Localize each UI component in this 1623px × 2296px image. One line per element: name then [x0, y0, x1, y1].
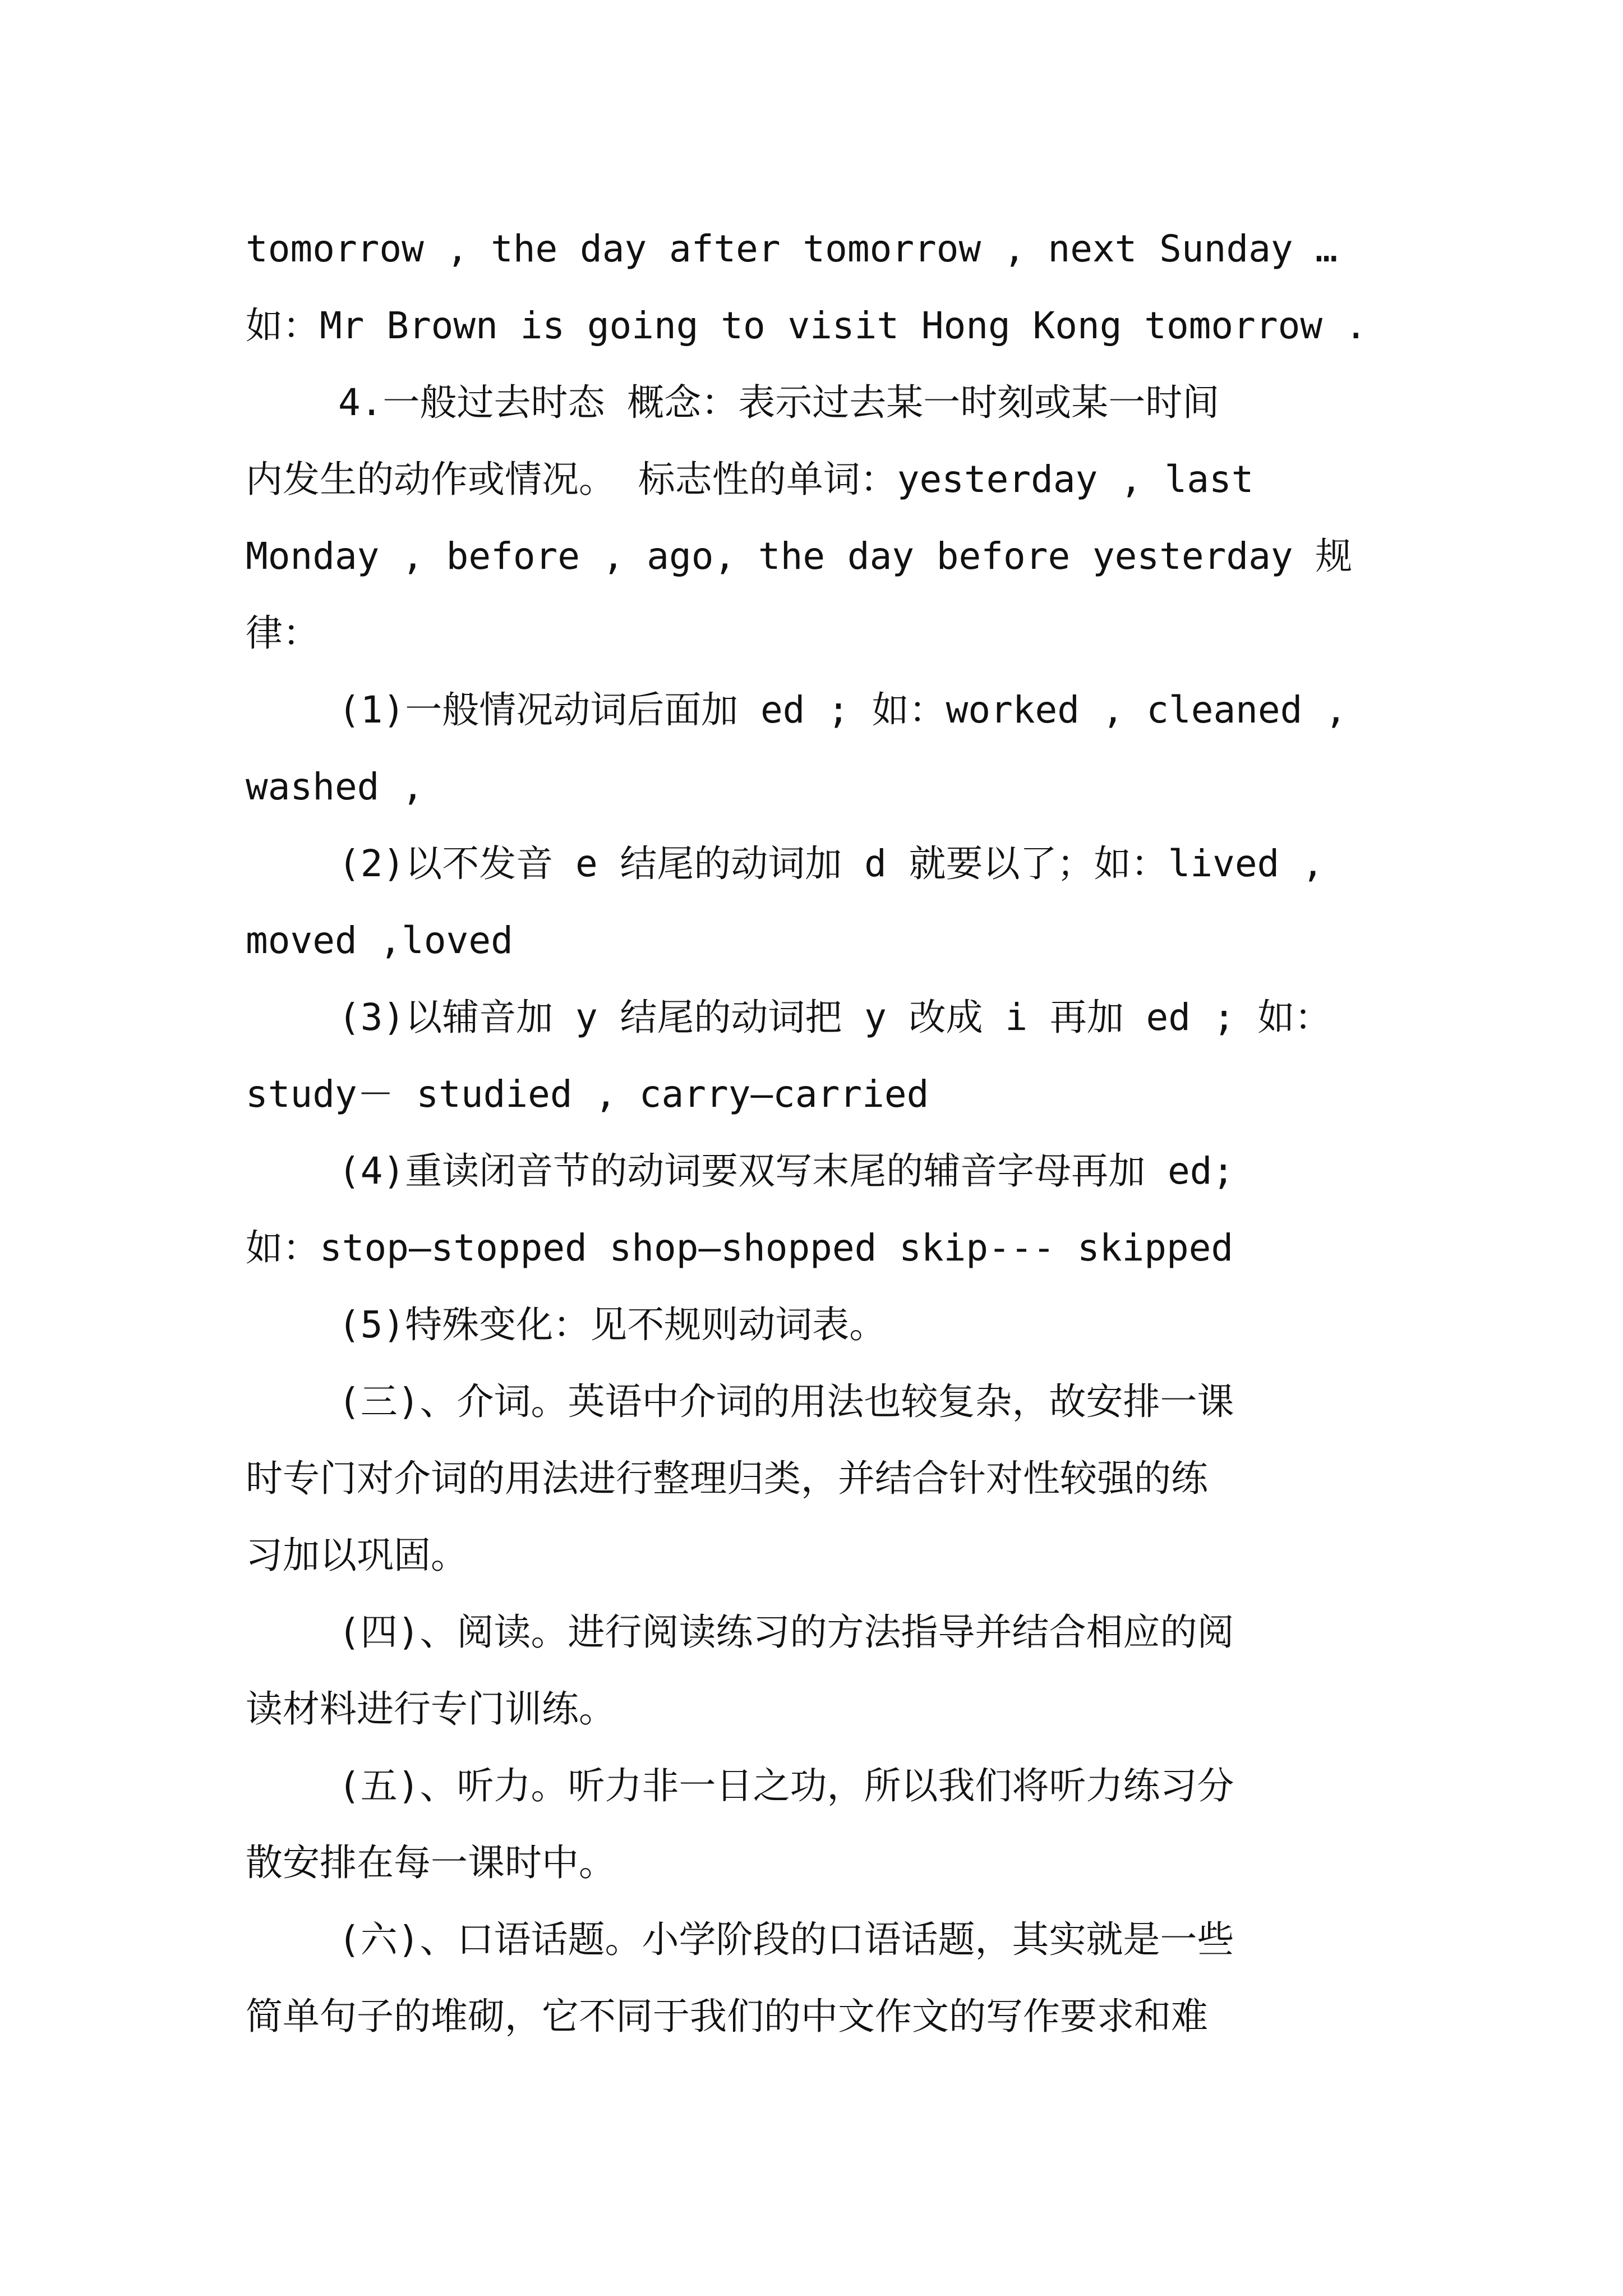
text-line: 时专门对介词的用法进行整理归类，并结合针对性较强的练 — [246, 1457, 1208, 1500]
text-line: (六)、口语话题。小学阶段的口语话题，其实就是一些 — [338, 1918, 1234, 1961]
text-line: (1)一般情况动词后面加 ed ; 如：worked , cleaned , — [338, 688, 1347, 731]
text-line: 习加以巩固。 — [246, 1534, 468, 1577]
text-line: Monday , before , ago, the day before yesterday 规 — [246, 535, 1353, 578]
text-line: (五)、听力。听力非一日之功，所以我们将听力练习分 — [338, 1764, 1234, 1807]
text-line: tomorrow , the day after tomorrow , next Sunday … — [246, 227, 1338, 270]
text-line: (2)以不发音 e 结尾的动词加 d 就要以了；如：lived , — [338, 842, 1324, 885]
document-body — [246, 210, 1390, 2055]
text-line: 读材料进行专门训练。 — [246, 1687, 616, 1731]
text-line: 4.一般过去时态 概念：表示过去某一时刻或某一时间 — [338, 381, 1220, 424]
text-line: (三)、介词。英语中介词的用法也较复杂，故安排一课 — [338, 1380, 1234, 1423]
text-line: 散安排在每一课时中。 — [246, 1841, 616, 1884]
text-line: 内发生的动作或情况。 标志性的单词：yesterday , last — [246, 458, 1254, 501]
text-line: (4)重读闭音节的动词要双写末尾的辅音字母再加 ed; — [338, 1149, 1235, 1193]
text-line: (四)、阅读。进行阅读练习的方法指导并结合相应的阅 — [338, 1611, 1234, 1654]
text-line: 律： — [246, 611, 320, 655]
text-line: 如：stop—stopped shop—shopped skip--- skipped — [246, 1226, 1234, 1269]
text-line: 简单句子的堆砌，它不同于我们的中文作文的写作要求和难 — [246, 1995, 1208, 2038]
text-line: 如：Mr Brown is going to visit Hong Kong tomorrow . — [246, 304, 1367, 347]
text-line: (5)特殊变化：见不规则动词表。 — [338, 1303, 887, 1346]
text-line: moved ,loved — [246, 919, 513, 962]
text-line: washed , — [246, 765, 424, 808]
text-line: (3)以辅音加 y 结尾的动词把 y 改成 i 再加 ed ; 如： — [338, 996, 1332, 1039]
text-line: study－ studied , carry—carried — [246, 1073, 929, 1116]
